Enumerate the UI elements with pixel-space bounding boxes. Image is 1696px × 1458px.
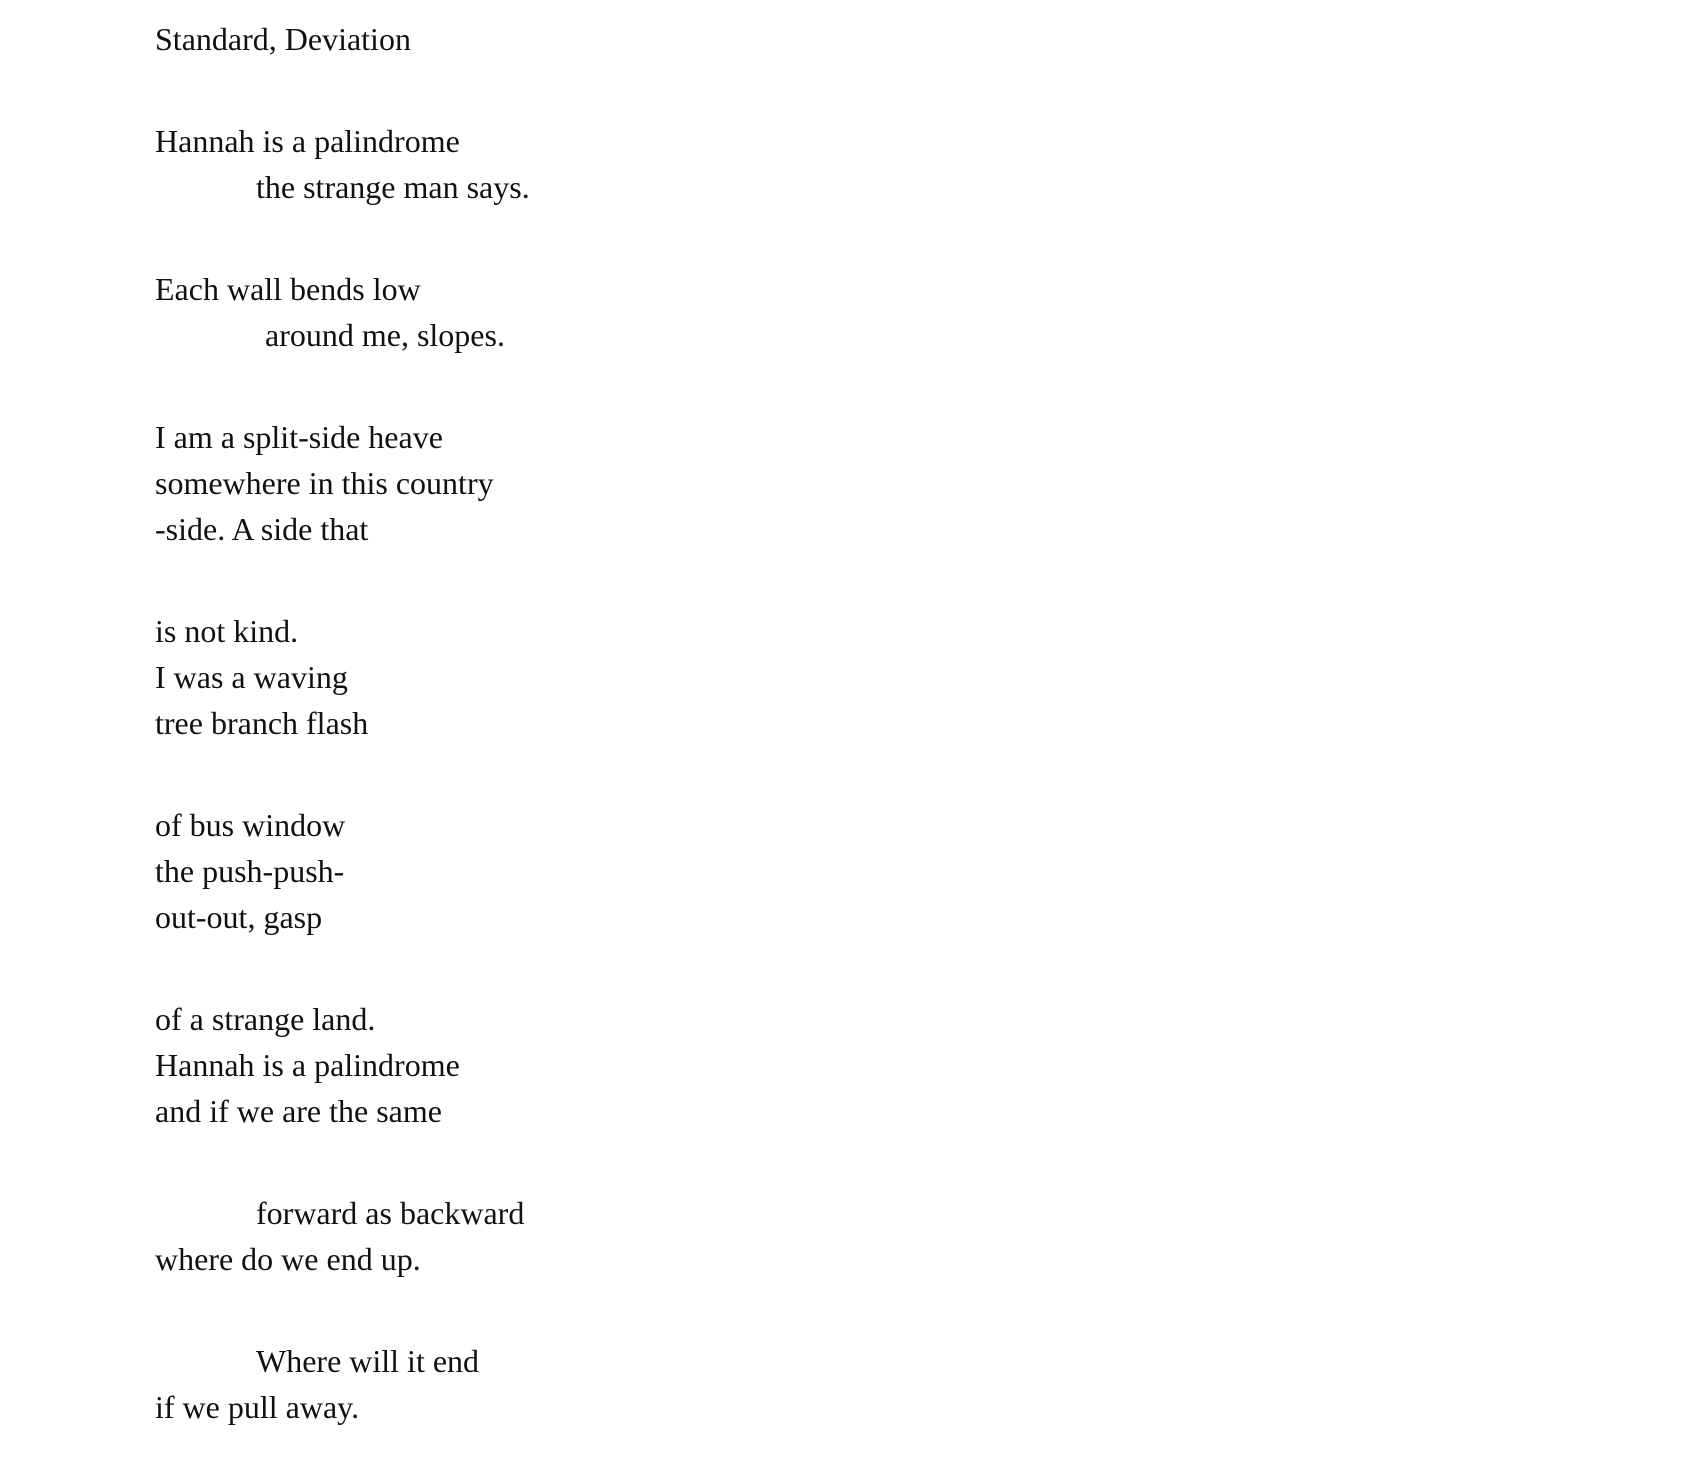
stanza-6 [155, 996, 530, 1134]
poem-line: I was a waving [155, 659, 348, 695]
poem-line: where do we end up. [155, 1241, 421, 1277]
stanza-8 [155, 1338, 530, 1430]
poem-line: somewhere in this country [155, 465, 494, 501]
poem-line: is not kind. [155, 613, 299, 649]
poem-line: forward as backward [256, 1195, 525, 1231]
poem-line: if we pull away. [155, 1389, 360, 1425]
poem-line: -side. A side that [155, 511, 369, 547]
poem-line: the strange man says. [256, 169, 530, 205]
poem-line: Hannah is a palindrome [155, 123, 460, 159]
poem-line: around me, slopes. [265, 317, 505, 353]
poem-line: tree branch flash [155, 705, 369, 741]
poem-title: Standard, Deviation [155, 21, 411, 57]
poem-line: out-out, gasp [155, 899, 323, 935]
stanza-5 [155, 802, 530, 940]
poem-line: and if we are the same [155, 1093, 442, 1129]
stanza-2 [155, 266, 530, 358]
poem [155, 16, 530, 1430]
poem-line: I am a split-side heave [155, 419, 443, 455]
stanza-4 [155, 608, 530, 746]
stanza-1 [155, 118, 530, 210]
poem-line: Hannah is a palindrome [155, 1047, 460, 1083]
stanza-3 [155, 414, 530, 552]
poem-line: Each wall bends low [155, 271, 421, 307]
stanza-7 [155, 1190, 530, 1282]
poem-line: the push-push- [155, 853, 345, 889]
poem-line: Where will it end [256, 1343, 480, 1379]
poem-line: of bus window [155, 807, 346, 843]
poem-line: of a strange land. [155, 1001, 376, 1037]
